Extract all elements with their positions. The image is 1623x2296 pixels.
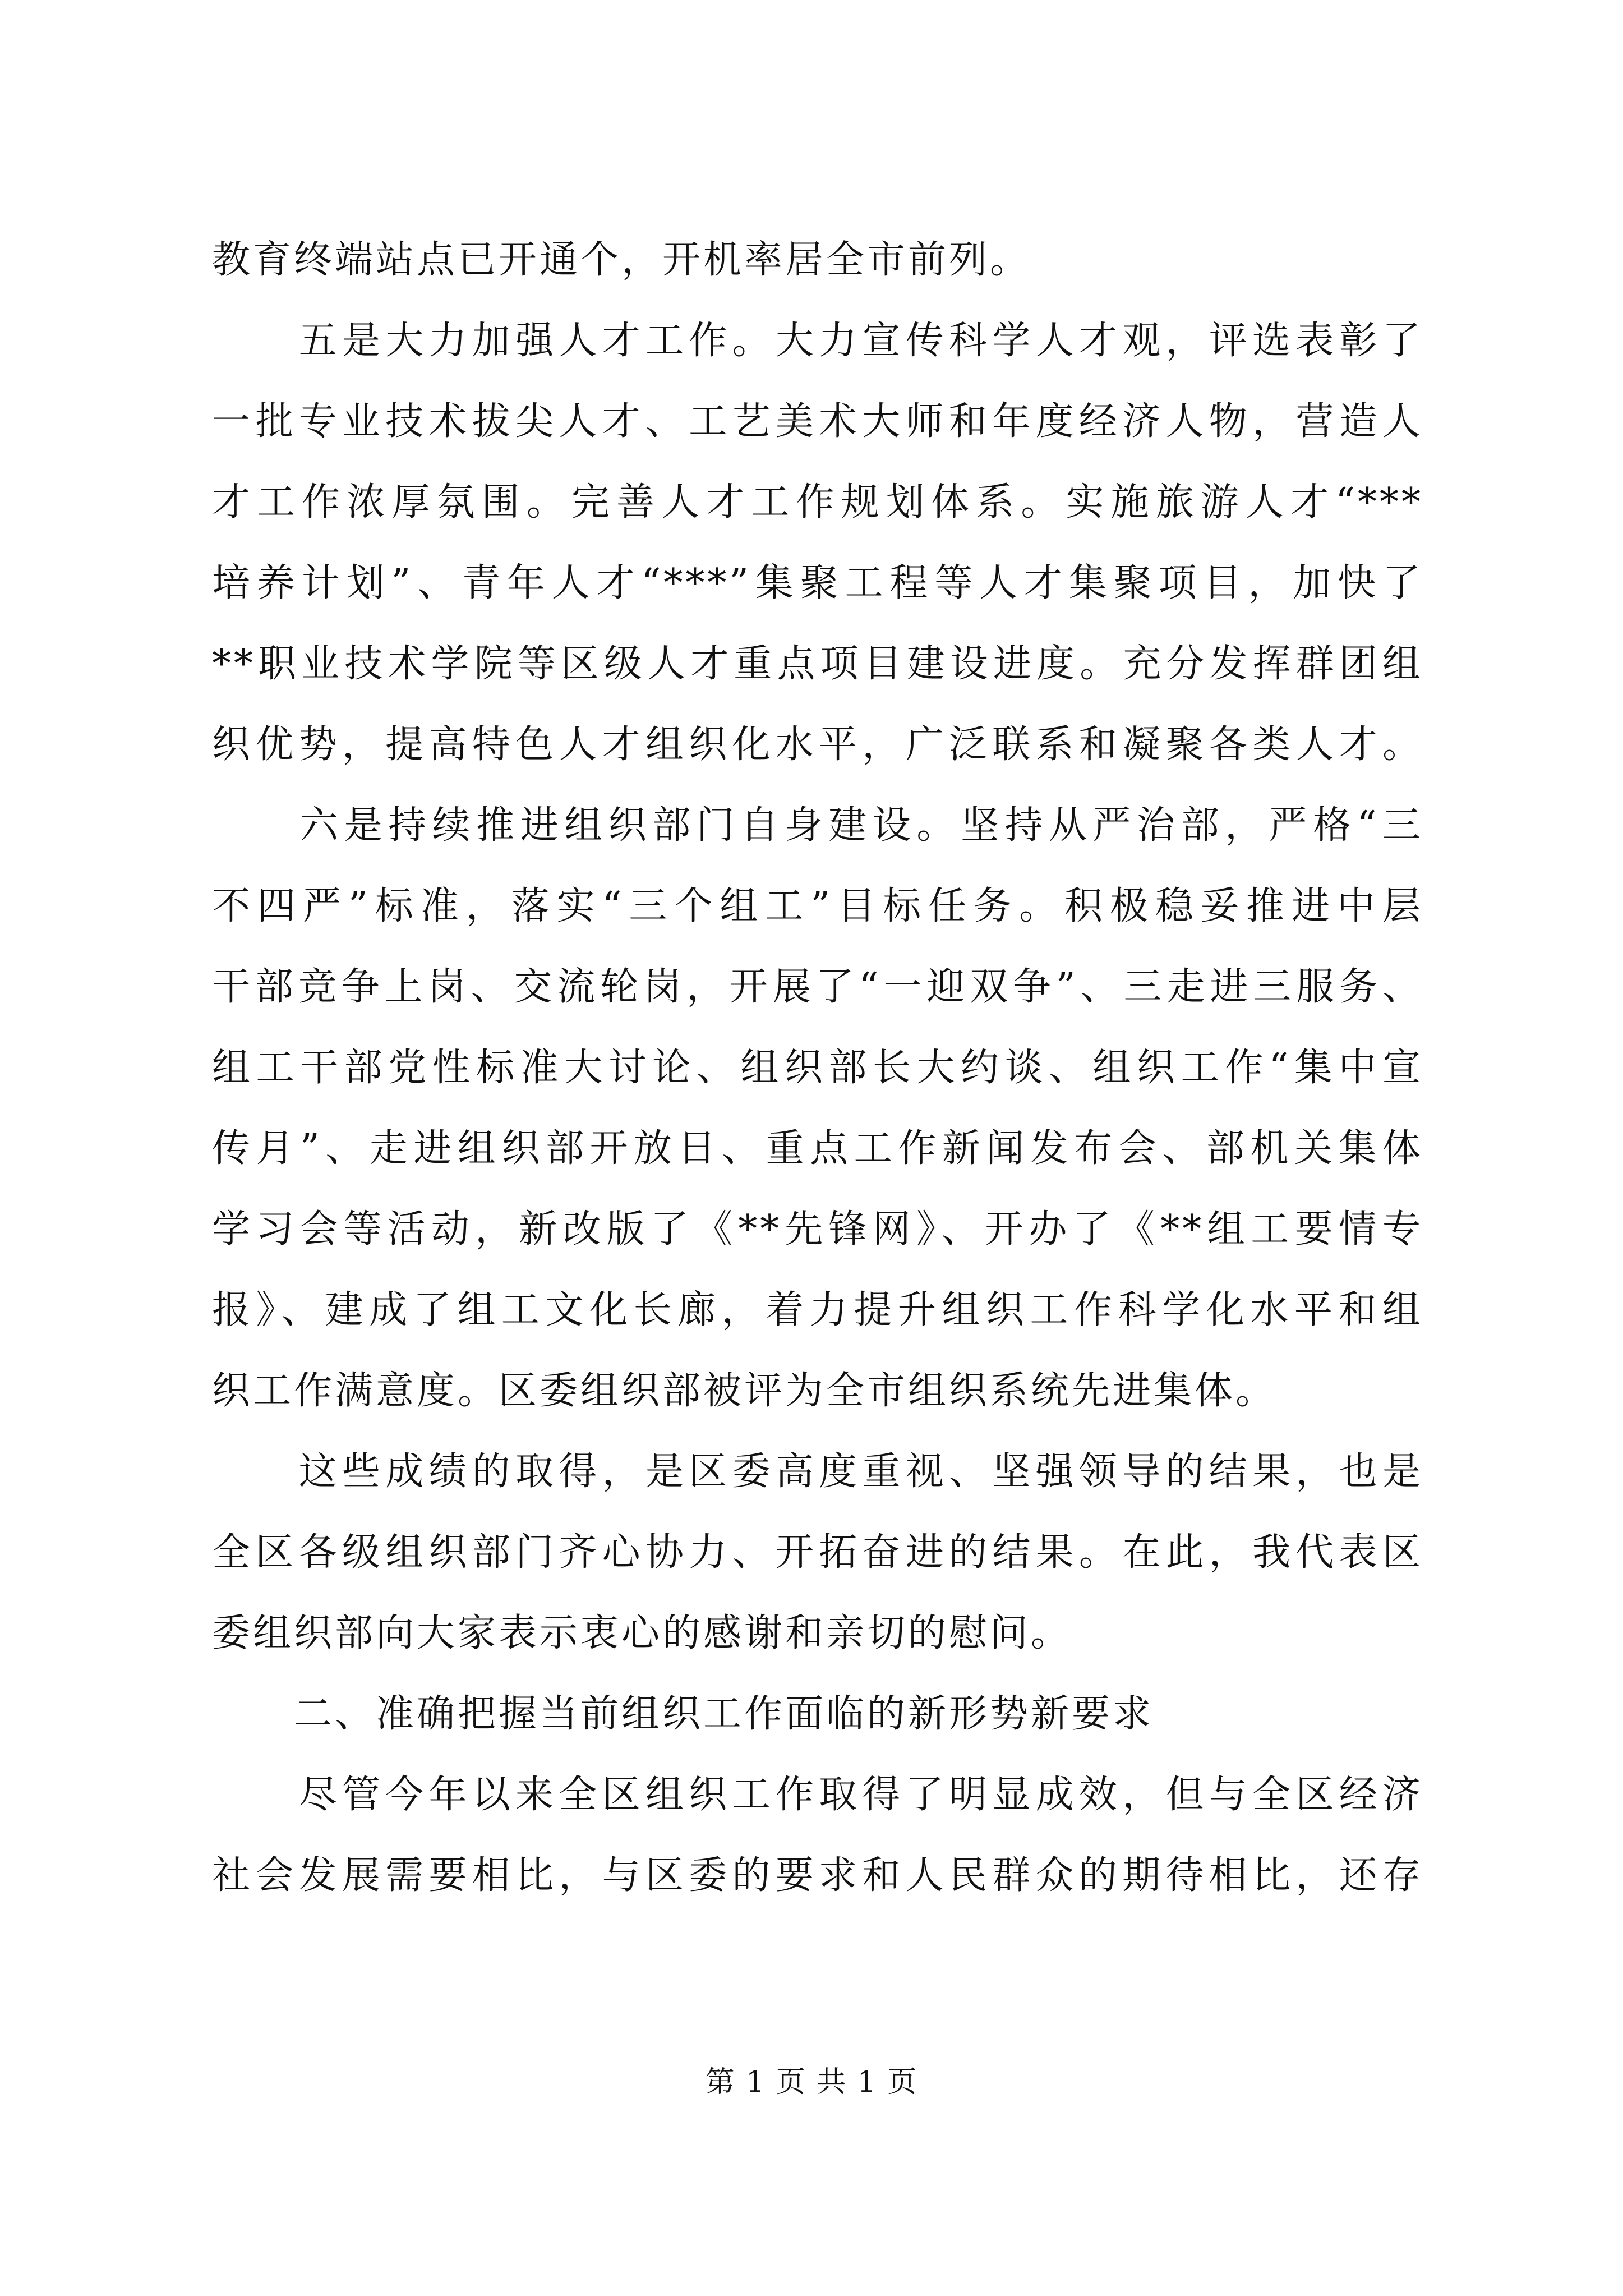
text-line: 不四严”标准，落实“三个组工”目标任务。积极稳妥推进中层 bbox=[212, 884, 1423, 928]
text-line: 尽管今年以来全区组织工作取得了明显成效，但与全区经济 bbox=[212, 1773, 1423, 1817]
text-line: 教育终端站点已开通个，开机率居全市前列。 bbox=[212, 238, 1031, 282]
text-line: 织优势，提高特色人才组织化水平，广泛联系和凝聚各类人才。 bbox=[212, 723, 1423, 767]
text-line: 报》、建成了组工文化长廊，着力提升组织工作科学化水平和组 bbox=[212, 1288, 1423, 1332]
text-line: 五是大力加强人才工作。大力宣传科学人才观，评选表彰了 bbox=[212, 319, 1423, 363]
text-line: 织工作满意度。区委组织部被评为全市组织系统先进集体。 bbox=[212, 1369, 1277, 1413]
page-number-footer: 第 1 页 共 1 页 bbox=[705, 2065, 918, 2099]
text-line: 传月”、走进组织部开放日、重点工作新闻发布会、部机关集体 bbox=[212, 1126, 1423, 1171]
text-line: 培养计划”、青年人才“***”集聚工程等人才集聚项目，加快了 bbox=[212, 561, 1423, 605]
text-line: **职业技术学院等区级人才重点项目建设进度。充分发挥群团组 bbox=[212, 642, 1423, 686]
text-line: 六是持续推进组织部门自身建设。坚持从严治部，严格“三 bbox=[212, 803, 1423, 848]
text-line: 干部竞争上岗、交流轮岗，开展了“一迎双争”、三走进三服务、 bbox=[212, 965, 1423, 1009]
text-line: 全区各级组织部门齐心协力、开拓奋进的结果。在此，我代表区 bbox=[212, 1530, 1423, 1575]
text-line: 学习会等活动，新改版了《**先锋网》、开办了《**组工要情专 bbox=[212, 1207, 1423, 1251]
text-line: 委组织部向大家表示衷心的感谢和亲切的慰问。 bbox=[212, 1611, 1072, 1655]
text-line: 才工作浓厚氛围。完善人才工作规划体系。实施旅游人才“*** bbox=[212, 480, 1423, 524]
document-body bbox=[212, 220, 1423, 1916]
text-line: 这些成绩的取得，是区委高度重视、坚强领导的结果，也是 bbox=[212, 1450, 1423, 1494]
text-line: 一批专业技术拔尖人才、工艺美术大师和年度经济人物，营造人 bbox=[212, 399, 1423, 444]
text-line: 社会发展需要相比，与区委的要求和人民群众的期待相比，还存 bbox=[212, 1853, 1423, 1898]
text-line: 组工干部党性标准大讨论、组织部长大约谈、组织工作“集中宣 bbox=[212, 1046, 1423, 1090]
section-heading: 二、准确把握当前组织工作面临的新形势新要求 bbox=[212, 1692, 1154, 1736]
